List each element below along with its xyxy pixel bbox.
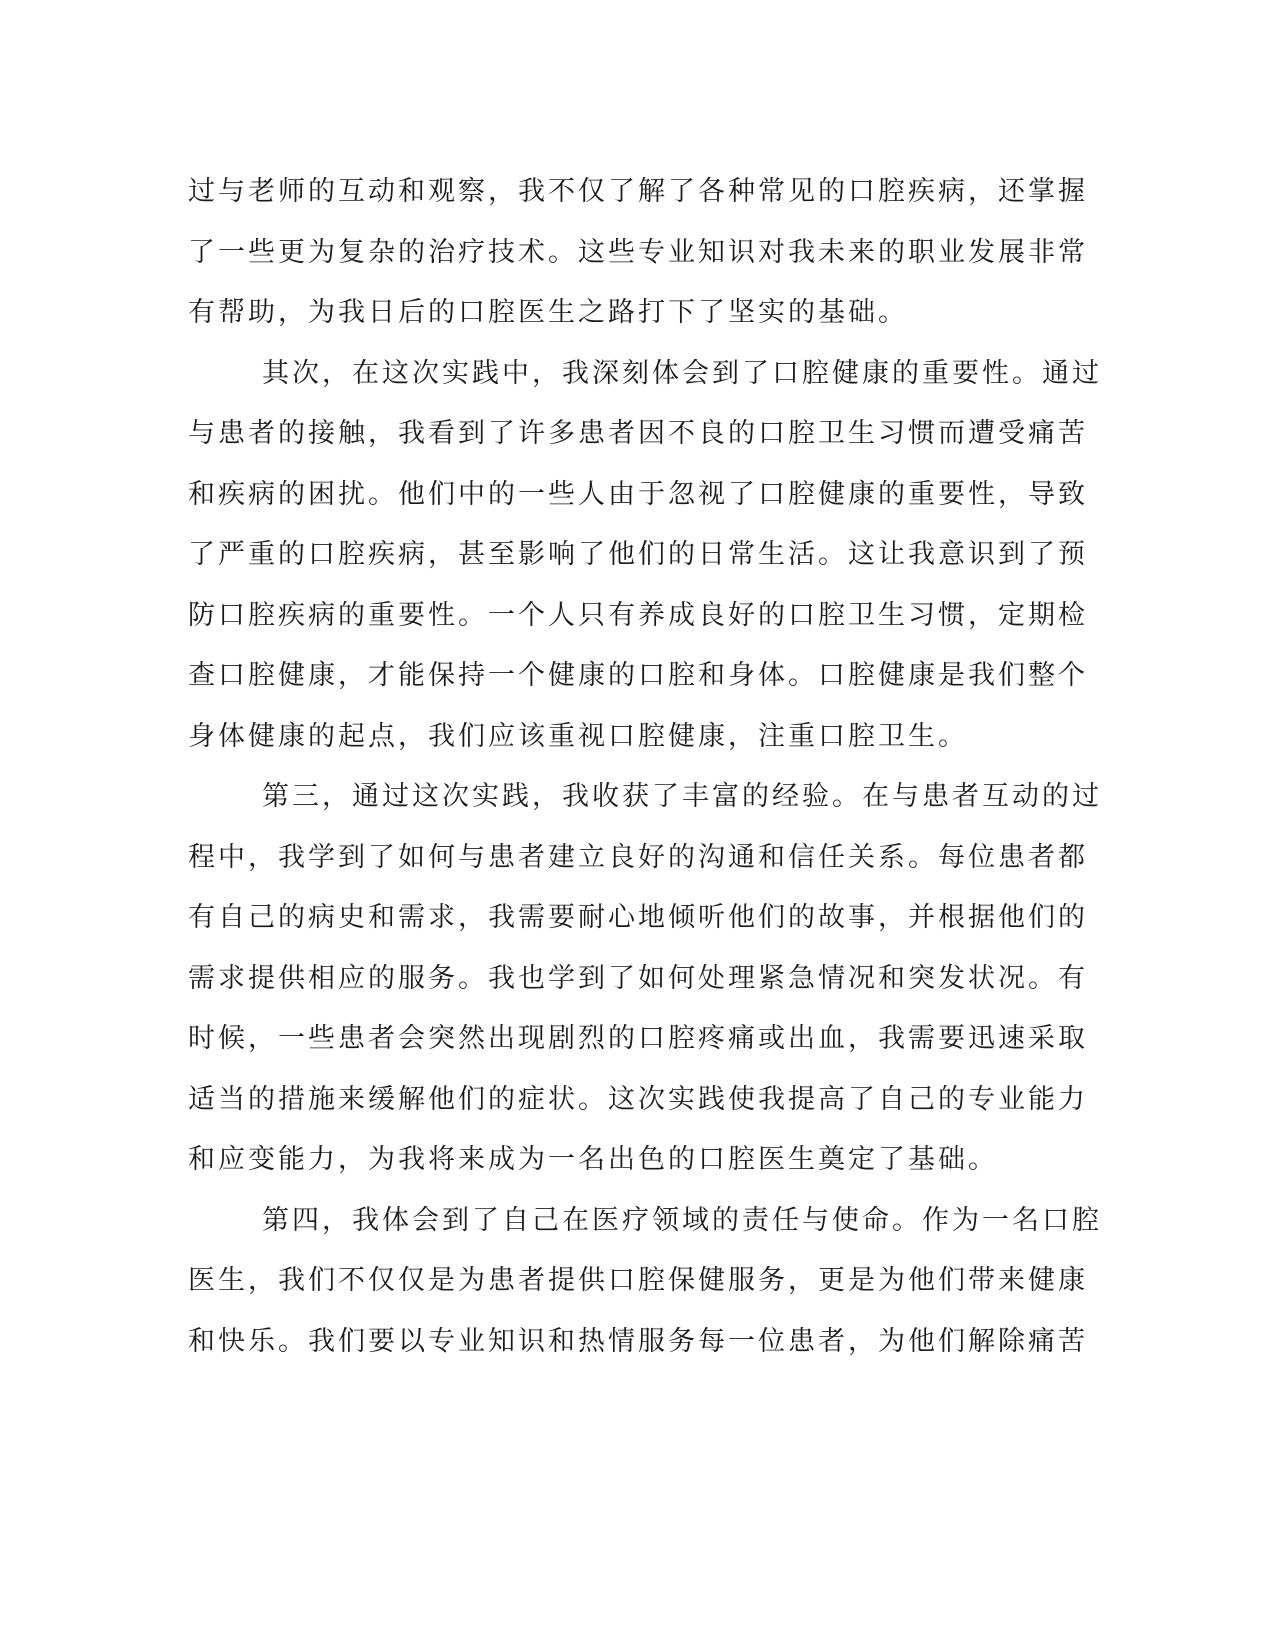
paragraph-first-line: 第三，通过这次实践，我收获了丰富的经验。在与患者互动的过: [262, 781, 1102, 812]
text-line: 程中，我学到了如何与患者建立良好的沟通和信任关系。每位患者都: [188, 841, 1088, 873]
text-line: 身体健康的起点，我们应该重视口腔健康，注重口腔卫生。: [188, 720, 968, 752]
text-line: 和疾病的困扰。他们中的一些人由于忽视了口腔健康的重要性，导致: [188, 478, 1088, 510]
text-line: 医生，我们不仅仅是为患者提供口腔保健服务，更是为他们带来健康: [188, 1265, 1088, 1296]
paragraph-first-line: 第四，我体会到了自己在医疗领域的责任与使命。作为一名口腔: [262, 1204, 1102, 1236]
text-line: 了严重的口腔疾病，甚至影响了他们的日常生活。这让我意识到了预: [188, 539, 1088, 570]
text-line: 和快乐。我们要以专业知识和热情服务每一位患者，为他们解除痛苦: [188, 1325, 1088, 1357]
text-line: 和应变能力，为我将来成为一名出色的口腔医生奠定了基础。: [188, 1144, 998, 1175]
text-line: 时候，一些患者会突然出现剧烈的口腔疼痛或出血，我需要迅速采取: [188, 1023, 1088, 1054]
text-line: 过与老师的互动和观察，我不仅了解了各种常见的口腔疾病，还掌握: [188, 176, 1088, 207]
text-line: 查口腔健康，才能保持一个健康的口腔和身体。口腔健康是我们整个: [188, 660, 1088, 691]
body-text: [188, 162, 1102, 1372]
text-line: 了一些更为复杂的治疗技术。这些专业知识对我未来的职业发展非常: [188, 236, 1088, 268]
text-line: 有帮助，为我日后的口腔医生之路打下了坚实的基础。: [188, 297, 908, 328]
text-line: 防口腔疾病的重要性。一个人只有养成良好的口腔卫生习惯，定期检: [188, 599, 1088, 631]
text-line: 有自己的病史和需求，我需要耐心地倾听他们的故事，并根据他们的: [188, 902, 1088, 933]
text-line: 与患者的接触，我看到了许多患者因不良的口腔卫生习惯而遭受痛苦: [188, 418, 1088, 449]
paragraph-first-line: 其次，在这次实践中，我深刻体会到了口腔健康的重要性。通过: [262, 357, 1102, 389]
text-line: 适当的措施来缓解他们的症状。这次实践使我提高了自己的专业能力: [188, 1083, 1088, 1115]
text-line: 需求提供相应的服务。我也学到了如何处理紧急情况和突发状况。有: [188, 962, 1088, 994]
